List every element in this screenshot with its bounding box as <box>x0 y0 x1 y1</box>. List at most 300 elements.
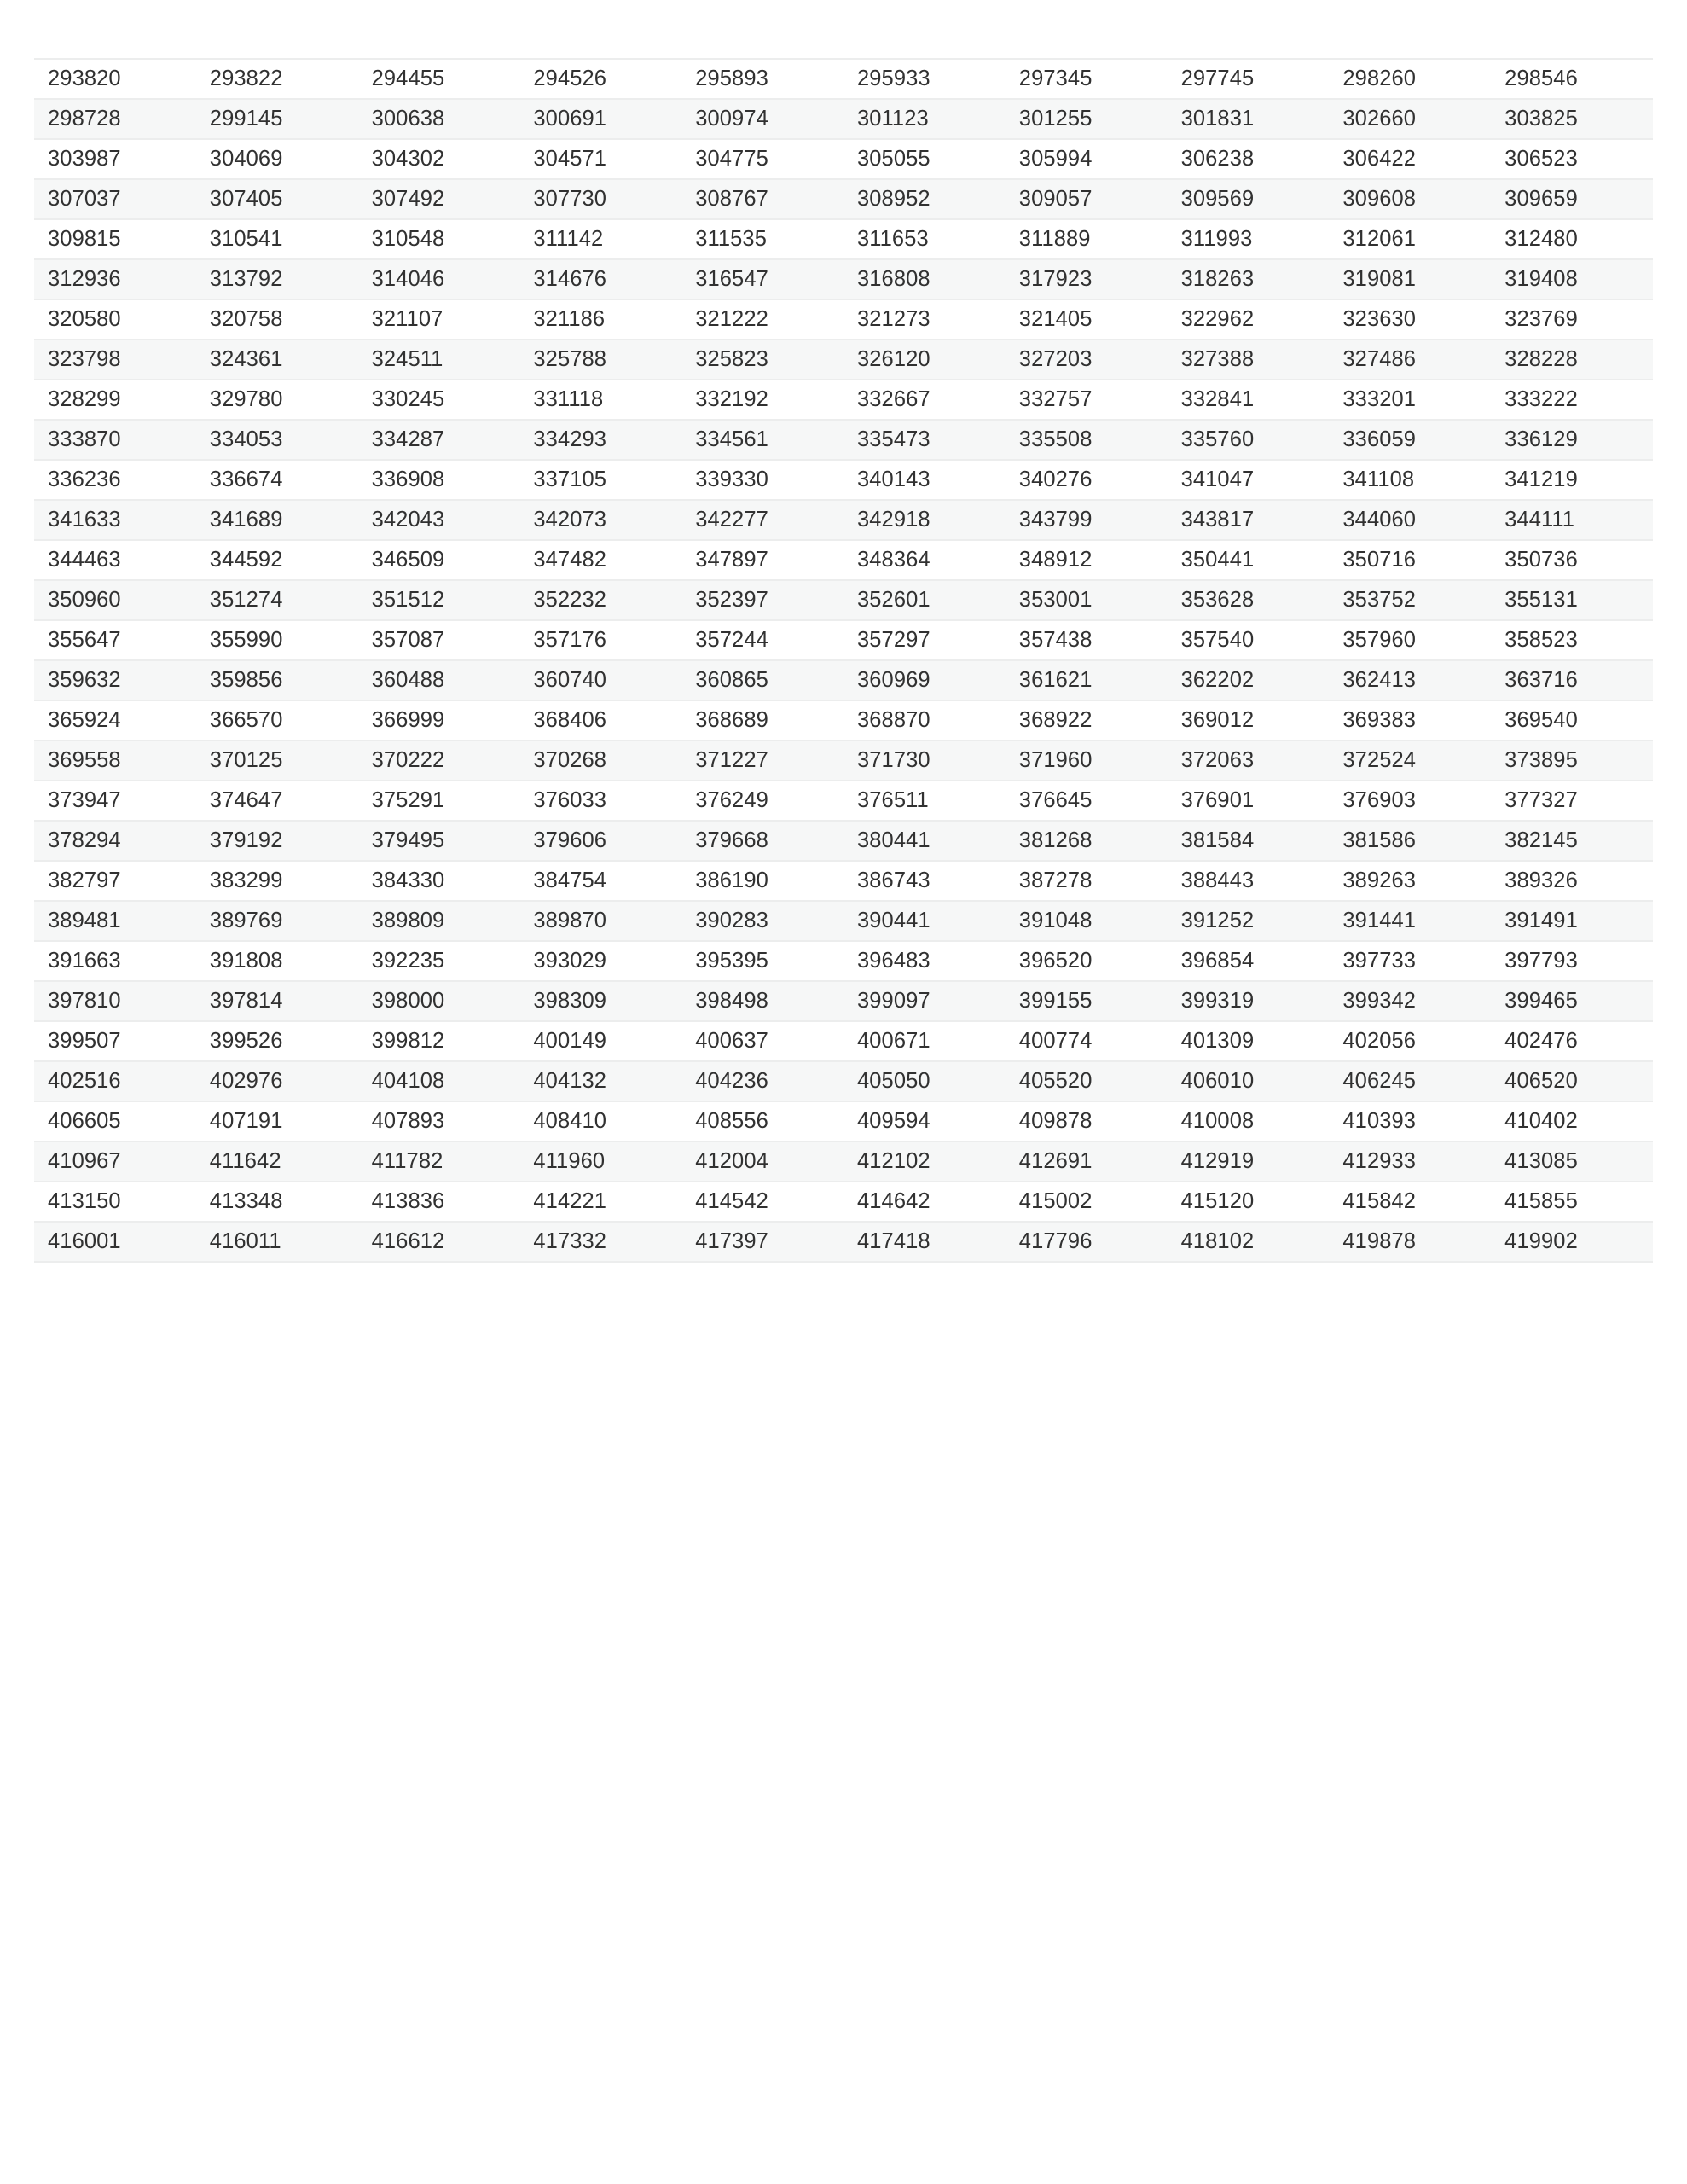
table-cell: 355131 <box>1504 588 1578 612</box>
table-cell: 411782 <box>371 1149 443 1173</box>
table-cell: 373947 <box>48 788 121 812</box>
table-row <box>34 1182 1653 1222</box>
table-cell: 386190 <box>695 868 768 892</box>
table-cell: 298728 <box>48 107 121 131</box>
table-cell: 368922 <box>1018 708 1093 732</box>
table-cell: 414221 <box>533 1189 607 1213</box>
table-cell: 309569 <box>1180 187 1255 211</box>
table-cell: 415842 <box>1342 1189 1417 1213</box>
table-cell: 379495 <box>371 828 445 852</box>
table-cell: 389263 <box>1342 868 1417 892</box>
table-cell: 336129 <box>1504 427 1578 451</box>
table-cell: 388443 <box>1180 868 1255 892</box>
table-cell: 366999 <box>371 708 445 732</box>
table-cell: 307405 <box>209 187 283 211</box>
table-cell: 335508 <box>1018 427 1093 451</box>
table-cell: 351274 <box>209 588 283 612</box>
table-cell: 360969 <box>856 668 930 692</box>
table-cell: 319081 <box>1342 267 1417 291</box>
table-cell: 360488 <box>371 668 445 692</box>
table-cell: 294526 <box>533 67 607 90</box>
table-cell: 381268 <box>1018 828 1093 852</box>
table-cell: 298546 <box>1504 67 1578 90</box>
table-cell: 400637 <box>695 1029 768 1053</box>
table-cell: 362202 <box>1180 668 1255 692</box>
table-cell: 342918 <box>856 508 930 531</box>
table-cell: 330245 <box>371 387 445 411</box>
table-cell: 375291 <box>371 788 445 812</box>
table-cell: 405520 <box>1018 1069 1093 1093</box>
table-cell: 417397 <box>695 1229 768 1253</box>
table-cell: 357960 <box>1342 628 1417 652</box>
table-cell: 334561 <box>695 427 768 451</box>
table-cell: 336059 <box>1342 427 1417 451</box>
table-cell: 417418 <box>856 1229 930 1253</box>
table-cell: 321222 <box>695 307 768 331</box>
table-cell: 381584 <box>1180 828 1255 852</box>
table-cell: 406605 <box>48 1109 121 1133</box>
table-cell: 300638 <box>371 107 445 131</box>
table-cell: 337105 <box>533 468 607 491</box>
table-cell: 332841 <box>1180 387 1255 411</box>
table-cell: 329780 <box>209 387 283 411</box>
table-cell: 386743 <box>856 868 930 892</box>
table-cell: 389769 <box>209 909 283 932</box>
table-cell: 321273 <box>856 307 930 331</box>
table-cell: 412102 <box>856 1149 930 1173</box>
table-cell: 384330 <box>371 868 445 892</box>
table-cell: 391663 <box>48 949 121 973</box>
table-row <box>34 941 1653 981</box>
table-cell: 413836 <box>371 1189 445 1213</box>
table-cell: 416011 <box>209 1229 281 1253</box>
table-cell: 327486 <box>1342 347 1417 371</box>
table-cell: 376511 <box>856 788 929 812</box>
table-cell: 416001 <box>48 1229 121 1253</box>
table-cell: 325788 <box>533 347 607 371</box>
table-row <box>34 741 1653 781</box>
table-cell: 390283 <box>695 909 768 932</box>
table-cell: 344111 <box>1504 508 1575 531</box>
table-row <box>34 821 1653 861</box>
table-cell: 365924 <box>48 708 121 732</box>
table-cell: 399342 <box>1342 989 1417 1013</box>
table-cell: 368406 <box>533 708 607 732</box>
table-row <box>34 340 1653 380</box>
table-cell: 369012 <box>1180 708 1255 732</box>
table-cell: 333222 <box>1504 387 1578 411</box>
table-cell: 321186 <box>533 307 606 331</box>
table-cell: 320758 <box>209 307 283 331</box>
table-cell: 350736 <box>1504 548 1578 572</box>
table-cell: 399097 <box>856 989 930 1013</box>
table-cell: 399319 <box>1180 989 1255 1013</box>
table-row <box>34 580 1653 620</box>
table-row <box>34 219 1653 259</box>
table-cell: 334293 <box>533 427 607 451</box>
table-cell: 408556 <box>695 1109 768 1133</box>
table-cell: 369558 <box>48 748 121 772</box>
table-cell: 370125 <box>209 748 283 772</box>
table-cell: 414542 <box>695 1189 768 1213</box>
table-cell: 335473 <box>856 427 930 451</box>
table-cell: 357176 <box>533 628 607 652</box>
table-cell: 370222 <box>371 748 445 772</box>
table-cell: 323798 <box>48 347 121 371</box>
table-cell: 312061 <box>1342 227 1417 251</box>
table-cell: 342073 <box>533 508 607 531</box>
table-cell: 413085 <box>1504 1149 1578 1173</box>
table-cell: 369540 <box>1504 708 1578 732</box>
table-cell: 357540 <box>1180 628 1255 652</box>
table-cell: 400149 <box>533 1029 607 1053</box>
table-cell: 341108 <box>1342 468 1415 491</box>
table-cell: 319408 <box>1504 267 1578 291</box>
table-cell: 391441 <box>1342 909 1417 932</box>
table-cell: 374647 <box>209 788 283 812</box>
table-cell: 406245 <box>1342 1069 1417 1093</box>
table-cell: 399507 <box>48 1029 121 1053</box>
table-cell: 314046 <box>371 267 445 291</box>
table-cell: 359632 <box>48 668 121 692</box>
table-cell: 416612 <box>371 1229 445 1253</box>
table-cell: 397814 <box>209 989 283 1013</box>
table-row <box>34 380 1653 420</box>
table-cell: 359856 <box>209 668 283 692</box>
table-cell: 334287 <box>371 427 445 451</box>
table-cell: 344463 <box>48 548 121 572</box>
table-cell: 298260 <box>1342 67 1417 90</box>
table-cell: 308952 <box>856 187 930 211</box>
table-cell: 333201 <box>1342 387 1417 411</box>
table-cell: 318263 <box>1180 267 1255 291</box>
table-cell: 304069 <box>209 147 283 171</box>
table-row <box>34 139 1653 179</box>
table-cell: 309057 <box>1018 187 1093 211</box>
table-cell: 395395 <box>695 949 768 973</box>
table-cell: 347482 <box>533 548 607 572</box>
table-cell: 350960 <box>48 588 121 612</box>
table-cell: 361621 <box>1018 668 1093 692</box>
table-cell: 410402 <box>1504 1109 1578 1133</box>
table-cell: 379668 <box>695 828 768 852</box>
table-cell: 373895 <box>1504 748 1578 772</box>
table-cell: 313792 <box>209 267 283 291</box>
table-cell: 336674 <box>209 468 283 491</box>
table-cell: 331118 <box>533 387 604 411</box>
table-cell: 332667 <box>856 387 930 411</box>
table-cell: 311889 <box>1018 227 1091 251</box>
table-cell: 376249 <box>695 788 768 812</box>
table-cell: 393029 <box>533 949 607 973</box>
table-cell: 293822 <box>209 67 283 90</box>
table-cell: 341219 <box>1504 468 1578 491</box>
table-cell: 414642 <box>856 1189 930 1213</box>
table-cell: 342043 <box>371 508 445 531</box>
table-cell: 381586 <box>1342 828 1417 852</box>
table-cell: 310548 <box>371 227 445 251</box>
table-row <box>34 901 1653 941</box>
table-cell: 297745 <box>1180 67 1255 90</box>
table-cell: 305055 <box>856 147 930 171</box>
table-cell: 327203 <box>1018 347 1093 371</box>
table-row <box>34 781 1653 821</box>
table-cell: 410967 <box>48 1149 121 1173</box>
table-row <box>34 299 1653 340</box>
table-cell: 419878 <box>1342 1229 1417 1253</box>
table-cell: 332757 <box>1018 387 1093 411</box>
table-cell: 417332 <box>533 1229 607 1253</box>
table-cell: 301831 <box>1180 107 1255 131</box>
table-cell: 402516 <box>48 1069 121 1093</box>
table-cell: 409878 <box>1018 1109 1093 1133</box>
table-cell: 396520 <box>1018 949 1093 973</box>
table-row <box>34 460 1653 500</box>
table-cell: 336908 <box>371 468 445 491</box>
table-cell: 390441 <box>856 909 930 932</box>
table-cell: 371730 <box>856 748 930 772</box>
table-row <box>34 540 1653 580</box>
table-cell: 389481 <box>48 909 121 932</box>
table-row <box>34 99 1653 139</box>
table-row <box>34 500 1653 540</box>
table-row <box>34 700 1653 741</box>
table-cell: 396854 <box>1180 949 1255 973</box>
table-cell: 324511 <box>371 347 443 371</box>
table-cell: 320580 <box>48 307 121 331</box>
table-cell: 353001 <box>1018 588 1093 612</box>
table-cell: 352397 <box>695 588 768 612</box>
table-cell: 408410 <box>533 1109 607 1133</box>
table-cell: 376033 <box>533 788 607 812</box>
table-cell: 399465 <box>1504 989 1578 1013</box>
table-row <box>34 59 1653 99</box>
table-cell: 300691 <box>533 107 607 131</box>
table-cell: 360740 <box>533 668 607 692</box>
numbers-table <box>34 58 1653 1263</box>
table-cell: 366570 <box>209 708 283 732</box>
table-cell: 350716 <box>1342 548 1417 572</box>
table-cell: 412919 <box>1180 1149 1255 1173</box>
table-cell: 357297 <box>856 628 930 652</box>
table-cell: 343817 <box>1180 508 1255 531</box>
table-cell: 397733 <box>1342 949 1417 973</box>
table-cell: 342277 <box>695 508 768 531</box>
table-cell: 307037 <box>48 187 121 211</box>
table-cell: 360865 <box>695 668 768 692</box>
table-cell: 303825 <box>1504 107 1578 131</box>
table-cell: 415002 <box>1018 1189 1093 1213</box>
table-cell: 306523 <box>1504 147 1578 171</box>
table-cell: 398309 <box>533 989 607 1013</box>
table-cell: 340143 <box>856 468 930 491</box>
table-cell: 411960 <box>533 1149 606 1173</box>
table-cell: 317923 <box>1018 267 1093 291</box>
table-cell: 327388 <box>1180 347 1255 371</box>
table-cell: 323630 <box>1342 307 1417 331</box>
table-row <box>34 660 1653 700</box>
table-cell: 324361 <box>209 347 283 371</box>
table-cell: 355990 <box>209 628 283 652</box>
table-cell: 302660 <box>1342 107 1417 131</box>
table-cell: 402976 <box>209 1069 283 1093</box>
table-cell: 336236 <box>48 468 121 491</box>
table-cell: 370268 <box>533 748 607 772</box>
table-cell: 397793 <box>1504 949 1578 973</box>
table-cell: 309608 <box>1342 187 1417 211</box>
table-cell: 333870 <box>48 427 121 451</box>
table-cell: 308767 <box>695 187 768 211</box>
table-cell: 307492 <box>371 187 445 211</box>
table-cell: 301255 <box>1018 107 1093 131</box>
table-cell: 415855 <box>1504 1189 1578 1213</box>
table-cell: 382145 <box>1504 828 1578 852</box>
table-cell: 369383 <box>1342 708 1417 732</box>
table-cell: 379192 <box>209 828 283 852</box>
table-cell: 376645 <box>1018 788 1093 812</box>
table-cell: 353628 <box>1180 588 1255 612</box>
table-cell: 399155 <box>1018 989 1093 1013</box>
table-cell: 409594 <box>856 1109 930 1133</box>
table-cell: 412691 <box>1018 1149 1093 1173</box>
table-cell: 295893 <box>695 67 768 90</box>
table-cell: 357244 <box>695 628 768 652</box>
table-cell: 358523 <box>1504 628 1578 652</box>
table-cell: 400671 <box>856 1029 930 1053</box>
table-row <box>34 1021 1653 1061</box>
table-cell: 397810 <box>48 989 121 1013</box>
table-cell: 347897 <box>695 548 768 572</box>
table-cell: 351512 <box>371 588 445 612</box>
table-cell: 311653 <box>856 227 929 251</box>
table-cell: 316808 <box>856 267 930 291</box>
table-cell: 368870 <box>856 708 930 732</box>
table-row <box>34 1141 1653 1182</box>
table-cell: 357087 <box>371 628 445 652</box>
table-cell: 391808 <box>209 949 283 973</box>
table-cell: 343799 <box>1018 508 1093 531</box>
table-cell: 341633 <box>48 508 121 531</box>
table-cell: 406010 <box>1180 1069 1255 1093</box>
table-cell: 304571 <box>533 147 607 171</box>
table-cell: 307730 <box>533 187 607 211</box>
table-cell: 372524 <box>1342 748 1417 772</box>
table-cell: 328228 <box>1504 347 1578 371</box>
table-cell: 334053 <box>209 427 283 451</box>
table-cell: 371960 <box>1018 748 1093 772</box>
table-cell: 311142 <box>533 227 604 251</box>
table-cell: 399526 <box>209 1029 283 1053</box>
table-cell: 312936 <box>48 267 121 291</box>
table-cell: 368689 <box>695 708 768 732</box>
table-row <box>34 1101 1653 1141</box>
table-body <box>34 59 1653 1262</box>
table-cell: 304302 <box>371 147 445 171</box>
table-cell: 344060 <box>1342 508 1417 531</box>
table-cell: 294455 <box>371 67 445 90</box>
table-cell: 309815 <box>48 227 121 251</box>
table-cell: 382797 <box>48 868 121 892</box>
table-cell: 341689 <box>209 508 283 531</box>
table-cell: 311535 <box>695 227 767 251</box>
table-cell: 389809 <box>371 909 445 932</box>
table-cell: 387278 <box>1018 868 1093 892</box>
table-cell: 379606 <box>533 828 607 852</box>
table-cell: 323769 <box>1504 307 1578 331</box>
table-cell: 346509 <box>371 548 445 572</box>
table-cell: 419902 <box>1504 1229 1578 1253</box>
table-cell: 340276 <box>1018 468 1093 491</box>
table-cell: 352601 <box>856 588 930 612</box>
table-cell: 355647 <box>48 628 121 652</box>
table-cell: 398000 <box>371 989 445 1013</box>
table-cell: 328299 <box>48 387 121 411</box>
table-cell: 400774 <box>1018 1029 1093 1053</box>
table-cell: 293820 <box>48 67 121 90</box>
table-cell: 404108 <box>371 1069 445 1093</box>
table-row <box>34 620 1653 660</box>
table-cell: 399812 <box>371 1029 445 1053</box>
table-cell: 392235 <box>371 949 445 973</box>
table-cell: 410393 <box>1342 1109 1417 1133</box>
table-cell: 309659 <box>1504 187 1578 211</box>
table-row <box>34 1061 1653 1101</box>
table-cell: 371227 <box>695 748 768 772</box>
table-cell: 295933 <box>856 67 930 90</box>
table-cell: 417796 <box>1018 1229 1093 1253</box>
table-cell: 378294 <box>48 828 121 852</box>
table-cell: 314676 <box>533 267 607 291</box>
table-cell: 357438 <box>1018 628 1093 652</box>
table-cell: 398498 <box>695 989 768 1013</box>
table-cell: 306422 <box>1342 147 1417 171</box>
table-cell: 380441 <box>856 828 930 852</box>
table-cell: 415120 <box>1180 1189 1255 1213</box>
table-cell: 297345 <box>1018 67 1093 90</box>
table-cell: 362413 <box>1342 668 1417 692</box>
table-cell: 326120 <box>856 347 930 371</box>
table-cell: 401309 <box>1180 1029 1255 1053</box>
table-cell: 335760 <box>1180 427 1255 451</box>
table-cell: 413150 <box>48 1189 121 1213</box>
table-cell: 407893 <box>371 1109 445 1133</box>
table-cell: 352232 <box>533 588 607 612</box>
table-cell: 411642 <box>209 1149 281 1173</box>
table-cell: 353752 <box>1342 588 1417 612</box>
table-row <box>34 259 1653 299</box>
table-cell: 413348 <box>209 1189 283 1213</box>
table-cell: 321405 <box>1018 307 1093 331</box>
table-cell: 405050 <box>856 1069 930 1093</box>
table-cell: 339330 <box>695 468 768 491</box>
table-cell: 402476 <box>1504 1029 1578 1053</box>
table-cell: 299145 <box>209 107 283 131</box>
table-cell: 402056 <box>1342 1029 1417 1053</box>
table-cell: 305994 <box>1018 147 1093 171</box>
table-cell: 332192 <box>695 387 768 411</box>
table-row <box>34 861 1653 901</box>
table-cell: 389326 <box>1504 868 1578 892</box>
table-cell: 376903 <box>1342 788 1417 812</box>
table-cell: 316547 <box>695 267 768 291</box>
table-cell: 310541 <box>209 227 283 251</box>
table-cell: 391048 <box>1018 909 1093 932</box>
table-cell: 300974 <box>695 107 768 131</box>
table-cell: 322962 <box>1180 307 1255 331</box>
table-cell: 306238 <box>1180 147 1255 171</box>
table-cell: 363716 <box>1504 668 1578 692</box>
table-row <box>34 981 1653 1021</box>
